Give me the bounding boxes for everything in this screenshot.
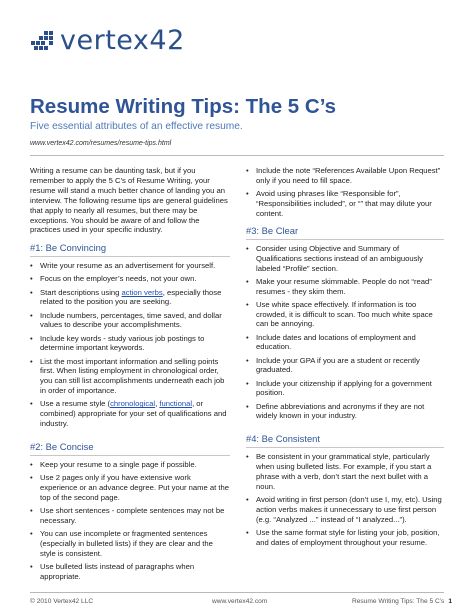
- section-title: #2: Be Concise: [30, 441, 230, 456]
- section-title: #4: Be Consistent: [246, 433, 444, 448]
- tip-link[interactable]: action verbs: [121, 287, 163, 297]
- tip-text: Use bulleted lists instead of paragraphs when appropriate.: [40, 561, 195, 581]
- tips-list: [246, 244, 444, 422]
- tip-item: [30, 529, 230, 559]
- tip-text: List the most important information and selling points first. When listing employment in chronological order, you can still list accomplishments underneath each job in order of importance.: [40, 356, 225, 396]
- section-title: #3: Be Clear: [246, 225, 444, 240]
- tip-item: [30, 357, 230, 397]
- tip-item: [30, 288, 230, 308]
- tip-text: Include numbers, percentages, time saved, and dollar values to describe your accomplishments.: [40, 310, 222, 330]
- page-number: 1: [448, 598, 453, 605]
- tip-item: [30, 473, 230, 503]
- tip-item: [246, 277, 444, 297]
- tip-item: [246, 379, 444, 399]
- tip-item: [30, 506, 230, 526]
- page-title: Resume Writing Tips: The 5 C’s: [30, 95, 337, 118]
- header-divider: [30, 155, 444, 156]
- tip-item: [30, 261, 230, 271]
- tip-text: Include your citizenship if applying for a government position.: [256, 378, 432, 398]
- tips-list: [30, 261, 230, 429]
- footer-doc-title: [352, 598, 452, 605]
- tip-item: [246, 528, 444, 548]
- tips-list: [30, 460, 230, 582]
- tip-text: Use the same format style for listing your job, position, and dates of employment throughout your resume.: [256, 528, 440, 547]
- tip-text: Avoid using phrases like “Responsible for”, “Responsibilities included”, or “” that may dilute your content.: [256, 189, 432, 218]
- tip-text: Use 2 pages only if you have extensive work experience or an advance degree. Put your name at the top of the second page.: [40, 473, 230, 502]
- tip-item: [30, 311, 230, 331]
- section-be-convincing: [30, 242, 230, 429]
- tip-text: Include your GPA if you are a student or recently graduated.: [256, 355, 420, 375]
- tip-item: [246, 244, 444, 274]
- tip-text: Consider using Objective and Summary of Qualifications sections instead of an ambiguously labeled “Profile” section.: [256, 243, 423, 273]
- logo-text: vertex42: [60, 25, 185, 56]
- tip-item: [246, 166, 444, 186]
- tip-item: [30, 274, 230, 284]
- tip-text: You can use incomplete or fragmented sentences (especially in bulleted lists) if they are clear and the style is consistent.: [40, 529, 213, 558]
- footer-site[interactable]: www.vertex42.com: [212, 598, 268, 605]
- tip-text: , especially those related to the position you are seeking.: [40, 287, 222, 307]
- tip-text: Use white space effectively. If information is too crowded, it is difficult to scan. Too much white space can be annoying.: [256, 299, 433, 329]
- footer-copyright: © 2010 Vertex42 LLC: [30, 598, 94, 605]
- tip-item: [246, 402, 444, 422]
- tip-item: [246, 333, 444, 353]
- tip-link[interactable]: chronological: [110, 399, 156, 409]
- grid-cube-logo-icon: [30, 28, 56, 54]
- footer-divider: [30, 592, 444, 593]
- right-column: [246, 166, 444, 551]
- section-be-concise: [30, 441, 230, 582]
- source-url: www.vertex42.com/resumes/resume-tips.html: [30, 140, 172, 147]
- tip-text: Write your resume as an advertisement for yourself.: [40, 261, 216, 271]
- intro-paragraph: Writing a resume can be daunting task, but if you remember to apply the 5 C’s of Resume Writing, your resume will stand a much better chance of landing you an interview. The following resume tips are general guidelines that apply to nearly all resumes, but there may be exceptions. You should be aware of and follow the practices used in your specific industry.: [30, 166, 228, 235]
- tip-item: [30, 399, 230, 429]
- footer-doc-title-text: Resume Writing Tips: The 5 C’s: [352, 598, 445, 605]
- tip-text: Make your resume skimmable. People do not “read” resumes - they skim them.: [256, 276, 432, 296]
- tip-text: Focus on the employer’s needs, not your own.: [40, 274, 197, 284]
- section-be-consistent: [246, 433, 444, 548]
- tips-list: [246, 452, 444, 548]
- tip-item: [30, 562, 230, 582]
- tip-item: [30, 460, 230, 470]
- section-title: #1: Be Convincing: [30, 242, 230, 257]
- vertex42-logo: [30, 25, 185, 56]
- tip-item: [246, 356, 444, 376]
- page-subtitle: Five essential attributes of an effective resume.: [30, 121, 243, 132]
- tip-text: Include the note “References Available Upon Request” only if you need to fill space.: [256, 166, 441, 185]
- tip-text: Include dates and locations of employment and education.: [256, 332, 416, 352]
- tip-item: [246, 452, 444, 492]
- tip-text: Define abbreviations and acronyms if they are not widely known in your industry.: [256, 401, 425, 421]
- tip-text: Avoid writing in first person (don’t use I, my, etc). Using action verbs makes it unnecessary to use first person (e.g. “Analyzed ...” instead of “I analyzed...”).: [256, 495, 442, 524]
- tip-item: [246, 495, 444, 525]
- tip-text: , or combined) appropriate for your set of qualifications and industry.: [40, 399, 227, 429]
- tips-list-concise-continued: [246, 166, 444, 219]
- tip-text: Start descriptions using: [40, 287, 122, 297]
- tip-item: [246, 300, 444, 330]
- tip-text: Include key words - study various job postings to determine important keywords.: [40, 333, 205, 353]
- tip-text: Use short sentences - complete sentences may not be necessary.: [40, 506, 225, 525]
- tip-link[interactable]: functional: [159, 399, 193, 409]
- tip-item: [246, 189, 444, 219]
- tip-item: [30, 334, 230, 354]
- tip-text: Keep your resume to a single page if possible.: [40, 460, 197, 470]
- tip-text: Be consistent in your grammatical style, particularly when using bulleted lists. For example, if you start a phrase with a verb, don’t start the next bullet with a noun.: [256, 452, 432, 492]
- tip-text: Use a resume style (: [40, 399, 111, 409]
- section-be-clear: [246, 225, 444, 422]
- tip-text: ,: [155, 399, 160, 409]
- left-column: [30, 166, 230, 585]
